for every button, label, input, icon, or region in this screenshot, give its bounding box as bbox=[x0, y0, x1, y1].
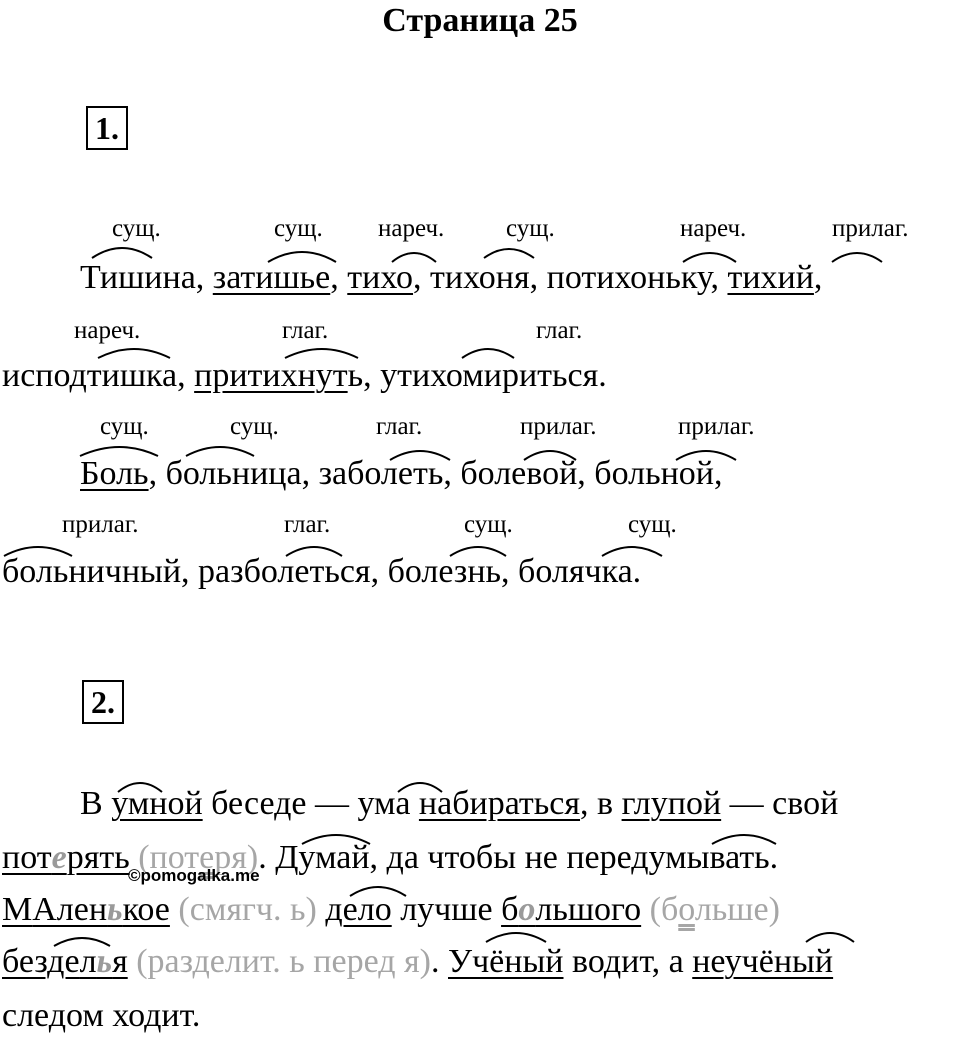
word-underlined: тихий bbox=[727, 259, 814, 296]
text-line-2: потерять (потеря). Думай, да чтобы не передумывать. bbox=[2, 839, 779, 876]
pos-label: нареч. bbox=[74, 317, 141, 344]
word-line-4: больничный, разболеться, болезнь, болячка. bbox=[2, 553, 642, 590]
pos-label: прилаг. bbox=[678, 413, 755, 440]
word-line-1: Тишина, затишье, тихо, тихоня, потихоньку, тихий, bbox=[80, 259, 823, 296]
word-underlined: большого bbox=[501, 891, 642, 928]
text-line-3: МАленькое (смягч. ь) дело лучше большого (больше) bbox=[2, 891, 780, 928]
word-underlined: умной bbox=[111, 785, 203, 822]
word-underlined: притихнут bbox=[194, 357, 348, 394]
text-line-4: безделья (разделит. ь перед я). Учёный водит, а неучёный bbox=[2, 943, 834, 980]
word: Тишина bbox=[80, 259, 196, 296]
missing-letter: о bbox=[518, 891, 536, 928]
word-underlined: безделья bbox=[2, 943, 128, 980]
task-number-2: 2. bbox=[82, 680, 124, 724]
pos-label: глаг. bbox=[376, 413, 423, 440]
hint-text: (смягч. ь) bbox=[169, 891, 326, 928]
pos-label: глаг. bbox=[282, 317, 329, 344]
hint-text: (потеря) bbox=[138, 839, 259, 876]
word-underlined: Учёный bbox=[448, 943, 564, 980]
pos-label: прилаг. bbox=[62, 511, 139, 538]
pos-label: сущ. bbox=[506, 215, 555, 242]
pos-label: глаг. bbox=[536, 317, 583, 344]
word-underlined: глупой bbox=[621, 785, 722, 822]
pos-label: сущ. bbox=[464, 511, 513, 538]
word-underlined: набираться bbox=[418, 785, 581, 822]
pos-label: сущ. bbox=[100, 413, 149, 440]
missing-letter: ь bbox=[96, 943, 113, 980]
pos-label: глаг. bbox=[284, 511, 331, 538]
page-title: Страница 25 bbox=[382, 2, 578, 39]
pos-label: нареч. bbox=[680, 215, 747, 242]
word-line-3: Боль, больница, заболеть, болевой, больной, bbox=[80, 455, 723, 492]
text-line-1: В умной беседе — ума набираться, в глупой — свой bbox=[80, 785, 839, 822]
watermark: ©pomogalka.me bbox=[128, 866, 260, 885]
missing-letter: ь bbox=[107, 891, 123, 928]
word-underlined: тихо bbox=[347, 259, 414, 296]
pos-label: прилаг. bbox=[832, 215, 909, 242]
word-underlined: дело bbox=[325, 891, 392, 928]
pos-label: сущ. bbox=[274, 215, 323, 242]
text-line-5: следом ходит. bbox=[2, 997, 201, 1034]
pos-label: прилаг. bbox=[520, 413, 597, 440]
word-underlined: Боль bbox=[80, 455, 149, 492]
hint-text: (разделит. ь перед я) bbox=[127, 943, 431, 980]
word-underlined: затишье bbox=[212, 259, 331, 296]
task-number-1: 1. bbox=[86, 106, 128, 150]
root-arc bbox=[832, 253, 882, 262]
pos-label: сущ. bbox=[112, 215, 161, 242]
pos-label: нареч. bbox=[378, 215, 445, 242]
pos-label: сущ. bbox=[628, 511, 677, 538]
word-underlined: потерять bbox=[2, 839, 130, 876]
pos-label: сущ. bbox=[230, 413, 279, 440]
word-underlined: МАленькое bbox=[2, 891, 170, 928]
hint-text: (больше) bbox=[641, 891, 780, 928]
missing-letter: е bbox=[51, 839, 67, 876]
word-line-2: исподтишка, притихнуть, утихомириться. bbox=[2, 357, 607, 394]
word-underlined: неучёный bbox=[692, 943, 834, 980]
